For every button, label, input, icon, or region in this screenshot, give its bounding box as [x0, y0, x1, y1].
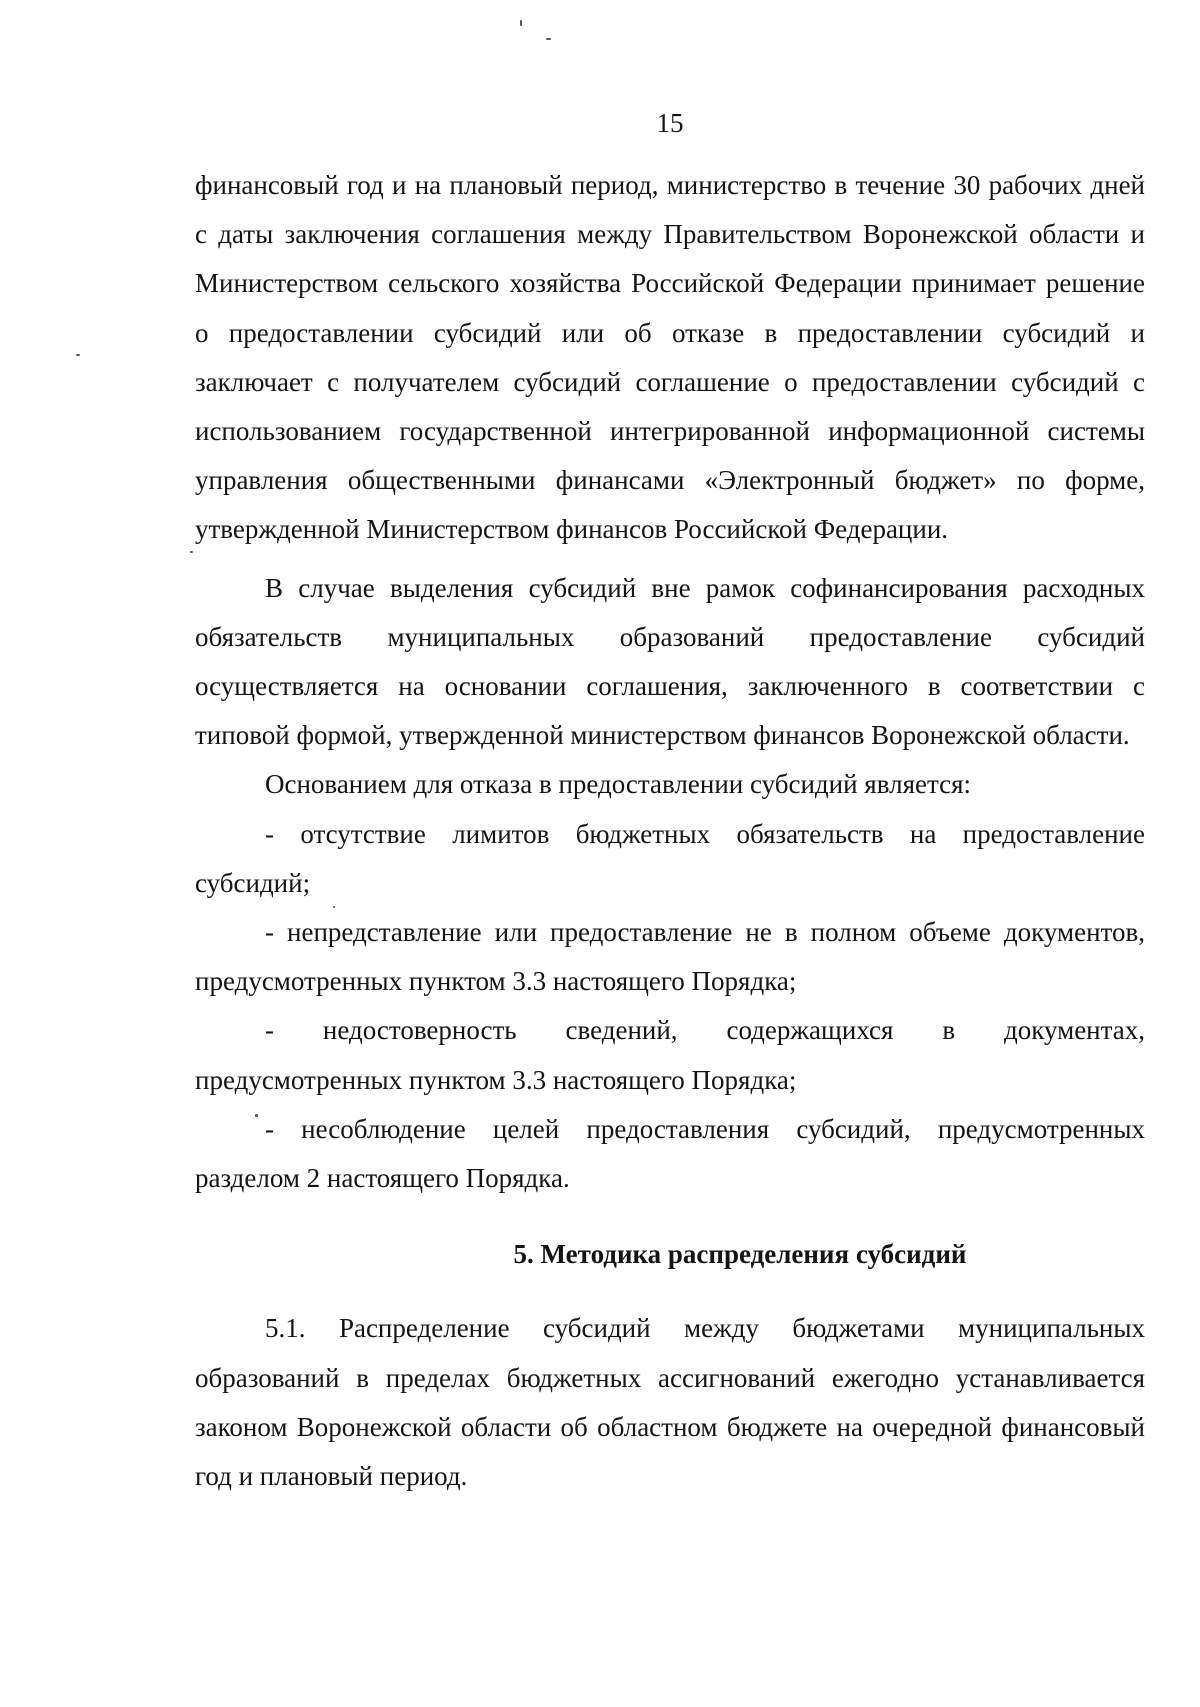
page-number: 15 [656, 108, 684, 138]
paragraph-refusal-intro: Основанием для отказа в предоставлении субсидий является: [265, 769, 972, 800]
document-body [195, 161, 1145, 1501]
section-heading: 5. Методика распределения субсидий [513, 1239, 967, 1270]
paragraph-section-5-1: 5.1. Распределение субсидий между бюджетами муниципальных образований в пределах бюджетных ассигнований ежегодно устанавливается законом Воронежской области об областном бюджете на очередной финансовый год и плановый период. [195, 1313, 1145, 1492]
paragraph-cofinancing: В случае выделения субсидий вне рамок софинансирования расходных обязательств муниципальных образований предоставление субсидий осуществляется на основании соглашения, заключенного в соответствии с типовой формой, утвержденной министерством финансов Воронежской области. [195, 572, 1145, 751]
list-item: - непредставление или предоставление не в полном объеме документов, предусмотренных пунктом 3.3 настоящего Порядка; [195, 917, 1145, 997]
list-item: - несоблюдение целей предоставления субсидий, предусмотренных разделом 2 настоящего Порядка. [195, 1113, 1145, 1194]
list-item: - недостоверность сведений, содержащихся в документах, предусмотренных пунктом 3.3 настоящего Порядка; [195, 1015, 1145, 1095]
list-item: - отсутствие лимитов бюджетных обязательств на предоставление субсидий; [195, 818, 1145, 898]
paragraph-continuation: финансовый год и на плановый период, министерство в течение 30 рабочих дней с даты заключения соглашения между Правительством Воронежской области и Министерством сельского хозяйства Российской Федерации принимает решение о предоставлении субсидий или об отказе в предоставлении субсидий и заключает с получателем субсидий соглашение о предоставлении субсидий с использованием государственной интегрированной информационной системы управления общественными финансами «Электронный бюджет» по форме, утвержденной Министерством финансов Российской Федерации. [195, 170, 1145, 545]
